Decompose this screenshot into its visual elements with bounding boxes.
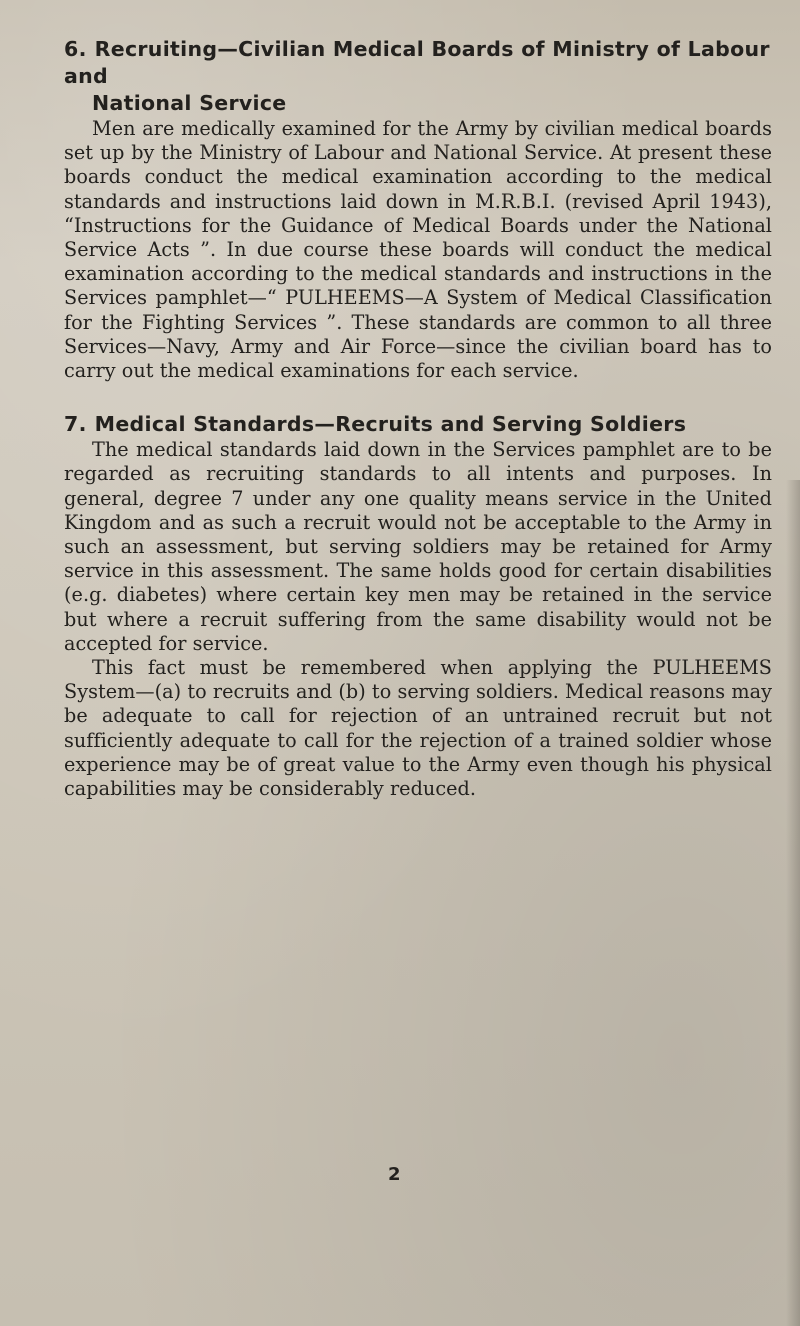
section-7-paragraph-2: This fact must be remembered when applying the PULHEEMS System—(a) to recruits and (b) to serving soldiers. Medical reasons may be adequate to call for rejection of an untrained recruit but not sufficiently adequate to call for the rejection of a trained soldier whose experience may be of great value to the Army even though his physical capabilities may be considerably reduced.	[64, 656, 772, 801]
page-number: 2	[388, 1164, 401, 1185]
page-content	[64, 36, 772, 801]
section-7	[64, 411, 772, 801]
page-edge-shadow	[786, 480, 800, 1326]
section-6-title-line1: Recruiting—Civilian Medical Boards of Ministry of Labour and	[64, 37, 770, 88]
section-6-number: 6.	[64, 37, 87, 61]
section-7-paragraph-1: The medical standards laid down in the Services pamphlet are to be regarded as recruiting standards to all intents and purposes. In general, degree 7 under any one quality means service in the United Kingdom and as such a recruit would not be acceptable to the Army in such an assessment, but serving soldiers may be retained for Army service in this assessment. The same holds good for certain disabilities (e.g. diabetes) where certain key men may be retained in the service but where a recruit suffering from the same disability would not be accepted for service.	[64, 438, 772, 655]
section-7-heading	[64, 411, 772, 438]
section-7-number: 7.	[64, 412, 87, 437]
section-6-paragraph: Men are medically examined for the Army by civilian medical boards set up by the Ministry of Labour and National Service. At present these boards conduct the medical examination according to the medical standards and instructions laid down in M.R.B.I. (revised April 1943), “Instructions for the Guidance of Medical Boards under the National Service Acts ”. In due course these boards will conduct the medical examination according to the medical standards and instructions in the Services pamphlet—“ PULHEEMS—A System of Medical Classification for the Fighting Services ”. These standards are common to all three Services—Navy, Army and Air Force—since the civilian board has to carry out the medical examinations for each service.	[64, 117, 772, 383]
section-7-title: Medical Standards—Recruits and Serving Soldiers	[94, 412, 687, 437]
section-spacer	[64, 383, 772, 411]
section-6-title-line2: National Service	[92, 91, 287, 115]
section-6	[64, 36, 772, 383]
section-6-heading	[64, 36, 772, 117]
